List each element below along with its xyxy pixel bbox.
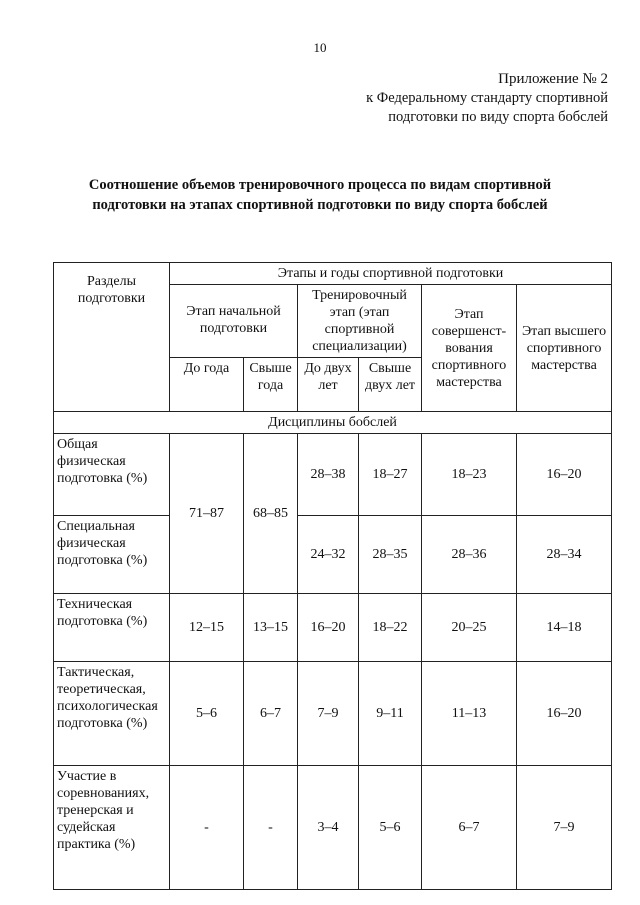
row-label-technical: Техническая подготовка (%) xyxy=(54,594,170,662)
cell-initial-over-tactical: 6–7 xyxy=(244,662,298,766)
document-title xyxy=(40,175,600,215)
cell-initial-over-general-special: 68–85 xyxy=(244,434,298,594)
header-initial-over-year: Свыше года xyxy=(244,358,298,412)
header-stage-training: Тренировочный этап (этап спортивной специализации) xyxy=(298,285,422,358)
page-number: 10 xyxy=(313,40,327,55)
cell-training-over-special: 28–35 xyxy=(359,516,422,594)
cell-initial-up-general-special: 71–87 xyxy=(170,434,244,594)
cell-higher-special: 28–34 xyxy=(517,516,612,594)
header-stage-improvement: Этап совершенст-вования спортивного мастерства xyxy=(422,285,517,412)
row-label-special: Специальная физическая подготовка (%) xyxy=(54,516,170,594)
discipline-row: Дисциплины бобслей xyxy=(54,412,612,434)
appendix-header xyxy=(366,70,608,127)
cell-training-up-special: 24–32 xyxy=(298,516,359,594)
cell-higher-competitions: 7–9 xyxy=(517,766,612,890)
title-line-2: подготовки на этапах спортивной подготовки по виду спорта бобслей xyxy=(92,197,548,213)
header-stage-higher: Этап высшего спортивного мастерства xyxy=(517,285,612,412)
cell-improvement-technical: 20–25 xyxy=(422,594,517,662)
cell-training-over-tactical: 9–11 xyxy=(359,662,422,766)
row-label-tactical: Тактическая, теоретическая, психологическая подготовка (%) xyxy=(54,662,170,766)
header-initial-up-to-year: До года xyxy=(170,358,244,412)
cell-initial-up-tactical: 5–6 xyxy=(170,662,244,766)
cell-training-up-general: 28–38 xyxy=(298,434,359,516)
header-stage-initial: Этап начальной подготовки xyxy=(170,285,298,358)
title-line-1: Соотношение объемов тренировочного процесса по видам спортивной xyxy=(88,177,552,193)
cell-initial-up-competitions: - xyxy=(170,766,244,890)
header-training-up-to-two: До двух лет xyxy=(298,358,359,412)
row-label-general: Общая физическая подготовка (%) xyxy=(54,434,170,516)
cell-training-over-general: 18–27 xyxy=(359,434,422,516)
cell-training-up-technical: 16–20 xyxy=(298,594,359,662)
cell-improvement-general: 18–23 xyxy=(422,434,517,516)
cell-improvement-special: 28–36 xyxy=(422,516,517,594)
cell-higher-technical: 14–18 xyxy=(517,594,612,662)
cell-higher-general: 16–20 xyxy=(517,434,612,516)
header-stages: Этапы и годы спортивной подготовки xyxy=(170,263,612,285)
cell-initial-over-competitions: - xyxy=(244,766,298,890)
appendix-line-1: Приложение № 2 xyxy=(498,71,608,87)
appendix-line-2: к Федеральному стандарту спортивной xyxy=(366,90,608,106)
cell-training-over-technical: 18–22 xyxy=(359,594,422,662)
cell-training-over-competitions: 5–6 xyxy=(359,766,422,890)
appendix-line-3: подготовки по виду спорта бобслей xyxy=(388,109,608,125)
cell-initial-over-technical: 13–15 xyxy=(244,594,298,662)
training-ratio-table xyxy=(53,262,612,890)
row-label-competitions: Участие в соревнованиях, тренерская и судейская практика (%) xyxy=(54,766,170,890)
header-training-over-two: Свыше двух лет xyxy=(359,358,422,412)
cell-higher-tactical: 16–20 xyxy=(517,662,612,766)
header-sections: Разделы подготовки xyxy=(54,263,170,412)
cell-improvement-competitions: 6–7 xyxy=(422,766,517,890)
cell-improvement-tactical: 11–13 xyxy=(422,662,517,766)
cell-training-up-tactical: 7–9 xyxy=(298,662,359,766)
cell-initial-up-technical: 12–15 xyxy=(170,594,244,662)
cell-training-up-competitions: 3–4 xyxy=(298,766,359,890)
